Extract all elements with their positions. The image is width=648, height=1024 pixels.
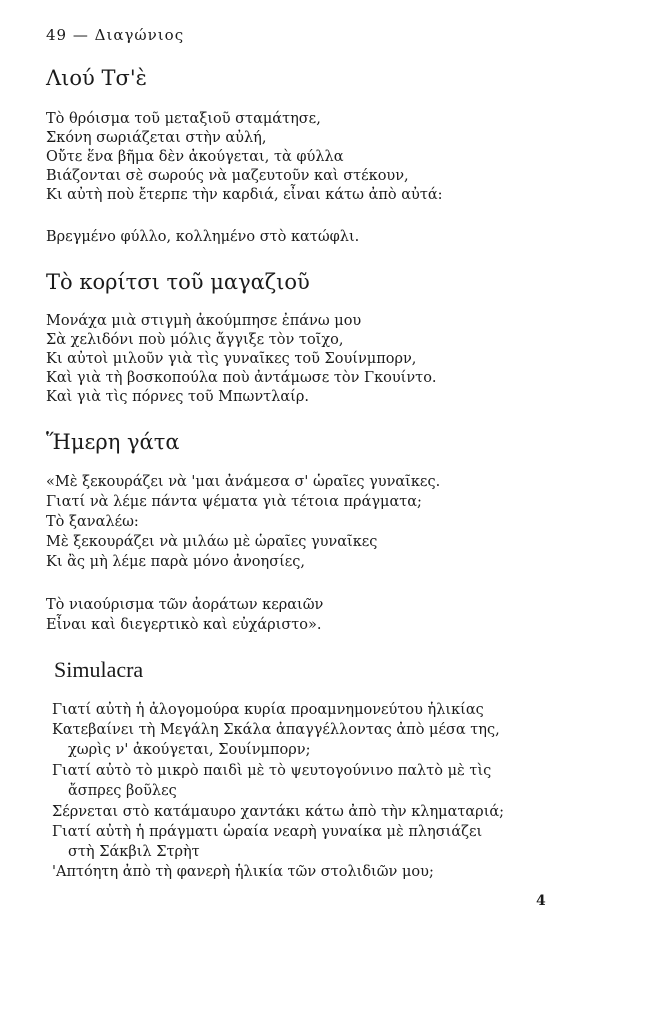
poem-line-continuation: στὴ Σάκβιλ Στρὴτ [68, 844, 200, 860]
poem-line: Σὰ χελιδόνι ποὺ μόλις ἄγγιξε τὸν τοῖχο, [46, 332, 344, 348]
poem-line: Τὸ νιαούρισμα τῶν ἀοράτων κεραιῶν [46, 597, 324, 613]
poem-title: Τὸ κορίτσι τοῦ μαγαζιοῦ [46, 270, 310, 294]
poem-line: Κατεβαίνει τὴ Μεγάλη Σκάλα ἀπαγγέλλοντας ἀπὸ μέσα της, [52, 722, 500, 738]
poem-title: Λιού Τσ'ὲ [46, 66, 147, 90]
poem-line: Κι αὐτὴ ποὺ ἔτερπε τὴν καρδιά, εἶναι κάτω ἀπὸ αὐτά: [46, 187, 443, 203]
poem-line: Καὶ γιὰ τὴ βοσκοπούλα ποὺ ἀντάμωσε τὸν Γκουίντο. [46, 370, 437, 386]
poem-line: Σκόνη σωριάζεται στὴν αὐλή, [46, 130, 267, 146]
running-head: 49 — Διαγώνιος [46, 26, 185, 44]
poem-line: Γιατί αὐτὴ ἡ πράγματι ὡραία νεαρὴ γυναίκα μὲ πλησιάζει [52, 824, 483, 840]
poem-line: Σέρνεται στὸ κατάμαυρο χαντάκι κάτω ἀπὸ τὴν κληματαριά; [52, 804, 505, 820]
poem-line: Εἶναι καὶ διεγερτικὸ καὶ εὐχάριστο». [46, 617, 322, 633]
poem-line: 'Απτόητη ἀπὸ τὴ φανερὴ ἡλικία τῶν στολιδιῶν μου; [52, 864, 434, 880]
poem-line: Οὔτε ἕνα βῆμα δὲν ἀκούγεται, τὰ φύλλα [46, 149, 344, 165]
poem-title: Ἥμερη γάτα [46, 430, 180, 454]
poem-line: Γιατί αὐτὸ τὸ μικρὸ παιδὶ μὲ τὸ ψευτογούνινο παλτὸ μὲ τὶς [52, 763, 492, 779]
poem-line: Κι ἂς μὴ λέμε παρὰ μόνο ἀνοησίες, [46, 554, 306, 570]
poem-line-continuation: ἄσπρες βοῦλες [68, 783, 177, 799]
stray-mark: 4 [536, 893, 546, 909]
poem-line: Γιατί νὰ λέμε πάντα ψέματα γιὰ τέτοια πράγματα; [46, 494, 422, 510]
poem-line: Βιάζονται σὲ σωρούς νὰ μαζευτοῦν καὶ στέκουν, [46, 168, 409, 184]
poem-line-continuation: χωρὶς ν' ἀκούγεται, Σουίνμπορν; [68, 742, 311, 758]
poem-line: Κι αὐτοὶ μιλοῦν γιὰ τὶς γυναῖκες τοῦ Σουίνμπορν, [46, 351, 417, 367]
poem-line: «Μὲ ξεκουράζει νὰ 'μαι ἀνάμεσα σ' ὡραῖες γυναῖκες. [46, 474, 441, 490]
poem-line: Καὶ γιὰ τὶς πόρνες τοῦ Μπωντλαίρ. [46, 389, 309, 405]
poem-title: Simulacra [54, 657, 144, 682]
poem-line: Γιατί αὐτὴ ἡ ἀλογομούρα κυρία προαμνημονεύτου ἡλικίας [52, 702, 484, 718]
poem-line: Τὸ θρόισμα τοῦ μεταξιοῦ σταμάτησε, [46, 111, 321, 127]
poem-line: Τὸ ξαναλέω: [46, 514, 139, 530]
poem-line: Μὲ ξεκουράζει νὰ μιλάω μὲ ὡραῖες γυναῖκες [46, 534, 378, 550]
poem-line: Βρεγμένο φύλλο, κολλημένο στὸ κατώφλι. [46, 229, 360, 245]
poem-line: Μονάχα μιὰ στιγμὴ ἀκούμπησε ἐπάνω μου [46, 313, 362, 329]
